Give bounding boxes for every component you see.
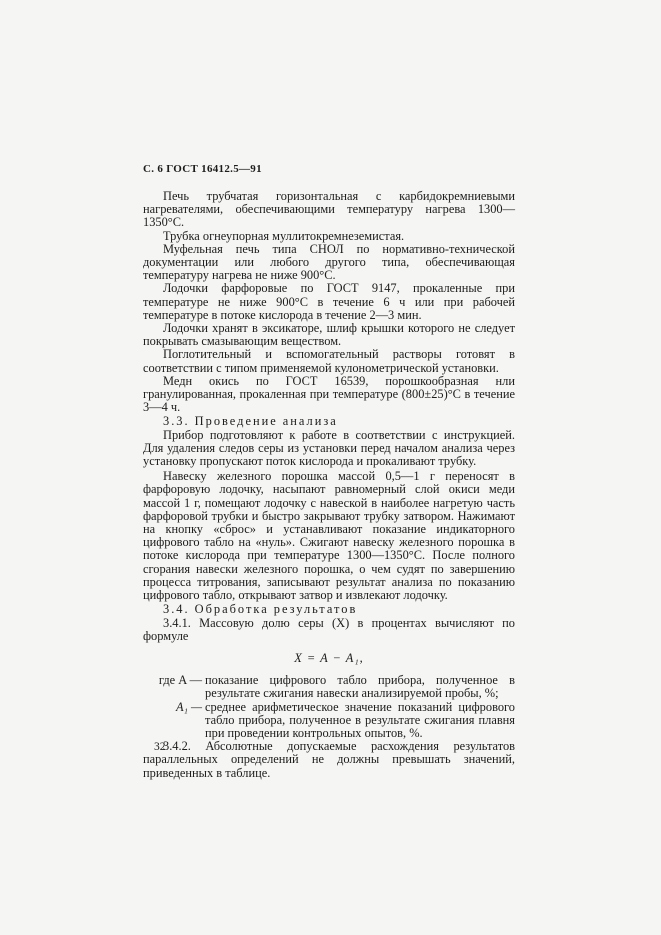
paragraph-furnace: Печь трубчатая горизонтальная с карбидокремниевыми нагревателями, обеспечивающими температуру нагрева 1300—1350°С. <box>143 189 515 230</box>
paragraph-solutions: Поглотительный и вспомогательный растворы готовят в соответствии с типом применяемой кулонометрической установки. <box>143 347 515 375</box>
definition-a-text: показание цифрового табло прибора, полученное в результате сжигания навески анализируемой пробы, %; <box>205 673 515 701</box>
paragraph-procedure: Навеску железного порошка массой 0,5—1 г переносят в фарфоровую лодочку, насыпают равномерный слой окиси меди массой 1 г, помещают лодочку с навеской в наиболее нагретую часть фарфоровой трубки и быстро закрывают трубку затвором. Нажимают на кнопку «сброс» и устанавливают показание индикаторного цифрового табло на «нуль». Сжигают навеску железного порошка в потоке кислорода при температуре 1300—1350°С. После полного сгорания навески железного порошка, о чем судят по завершению процесса титрования, записывают результат анализа по показанию цифрового табло, открывают затвор и извлекают лодочку. <box>143 469 515 603</box>
paragraph-copper-oxide: Медн окись по ГОСТ 16539, порошкообразная нли гранулированная, прокаленная при температуре (800±25)°С в течение 3—4 ч. <box>143 373 515 415</box>
paragraph-3-4-2: 3.4.2. Абсолютные допускаемые расхождения результатов параллельных определений не должны превышать значений, приведенных в таблице. <box>143 739 515 780</box>
paragraph-boats: Лодочки фарфоровые по ГОСТ 9147, прокаленные при температуре не ниже 900°С в течение 6 ч или при рабочей температуре в потоке кислорода в течение 2—3 мин. <box>143 281 515 322</box>
paragraph-3-4-1: 3.4.1. Массовую долю серы (Х) в процентах вычисляют по формуле <box>143 615 515 643</box>
definition-a1 <box>143 701 515 741</box>
definition-a <box>143 674 515 700</box>
paragraph-tube: Трубка огнеупорная муллитокремнеземистая. <box>163 228 405 243</box>
paragraph-boats-storage: Лодочки хранят в эксикаторе, шлиф крышки которого не следует покрывать смазывающим веществом. <box>143 321 515 349</box>
definition-a-symbol: где A — <box>158 673 202 688</box>
section-heading-3-4: 3.4. Обработка результатов <box>163 602 358 617</box>
body-text <box>143 190 515 780</box>
definition-a1-symbol: A₁ — <box>176 699 202 714</box>
formula: X = A − A₁, <box>294 650 364 665</box>
section-heading-3-3: 3.3. Проведение анализа <box>163 414 338 429</box>
page-number: 32 <box>154 741 166 753</box>
paragraph-preparation: Прибор подготовляют к работе в соответствии с инструкцией. Для удаления следов серы из установки перед началом анализа через установку пропускают поток кислорода и прокаливают трубку. <box>143 427 515 469</box>
paragraph-muffle: Муфельная печь типа СНОЛ по нормативно-технической документации или любого другого типа, обеспечивающая температуру нагрева не ниже 900°С. <box>143 241 515 283</box>
page-header: С. 6 ГОСТ 16412.5—91 <box>143 163 262 175</box>
definition-a1-text: среднее арифметическое значение показаний цифрового табло прибора, полученное в результате сжигания плавня при проведении контрольных опытов, %. <box>205 699 515 740</box>
